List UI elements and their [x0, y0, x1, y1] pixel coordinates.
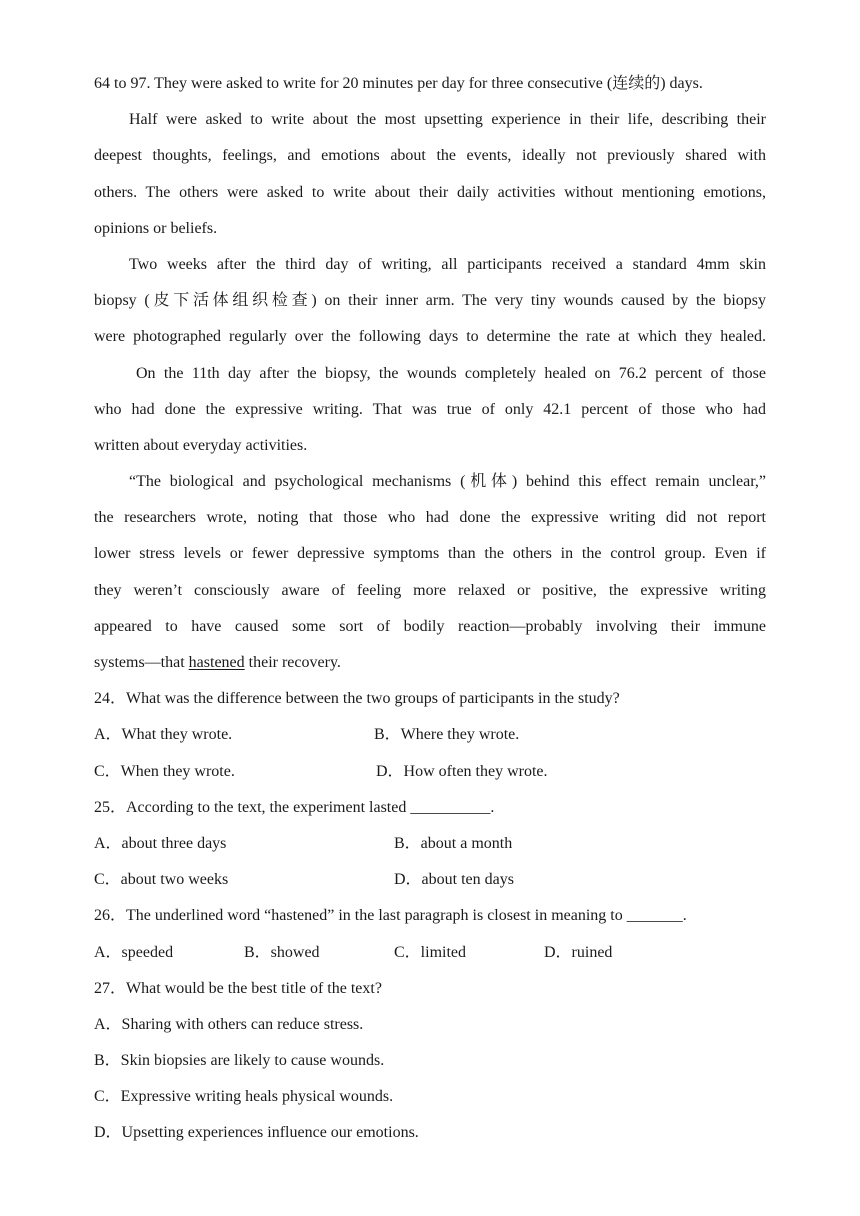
passage-last-line	[94, 645, 766, 681]
passage-line: “The biological and psychological mechanisms (机体) behind this effect remain unclear,”	[129, 473, 766, 491]
passage-line: On the 11th day after the biopsy, the wounds completely healed on 76.2 percent of those	[136, 364, 766, 382]
option-d[interactable]: D．How often they wrote.	[376, 762, 548, 780]
passage-line: Half were asked to write about the most upsetting experience in their life, describing their	[129, 111, 766, 129]
option-a[interactable]: A．What they wrote.	[94, 726, 233, 744]
option-d[interactable]: D．about ten days	[394, 871, 514, 889]
question-stem: 26．The underlined word “hastened” in the last paragraph is closest in meaning to _______.	[94, 907, 687, 925]
option-c[interactable]: C．When they wrote.	[94, 762, 235, 780]
options-row	[94, 935, 766, 971]
options-row	[94, 717, 766, 753]
option-b[interactable]: B．about a month	[394, 834, 513, 852]
options-row	[94, 826, 766, 862]
option-b[interactable]: B．Skin biopsies are likely to cause wounds.	[94, 1052, 385, 1070]
option-d[interactable]: D．ruined	[544, 943, 613, 961]
passage	[94, 66, 766, 681]
options-row	[94, 754, 766, 790]
option-c[interactable]: C．about two weeks	[94, 871, 229, 889]
passage-line: they weren’t consciously aware of feeling more relaxed or positive, the expressive writing	[94, 581, 766, 599]
passage-line: 64 to 97. They were asked to write for 20 minutes per day for three consecutive (连续的) days.	[94, 75, 703, 92]
option-d[interactable]: D．Upsetting experiences influence our emotions.	[94, 1124, 419, 1142]
options-row	[94, 862, 766, 898]
question-stem: 25．According to the text, the experiment lasted __________.	[94, 798, 495, 816]
passage-line: opinions or beliefs.	[94, 219, 218, 237]
option-c[interactable]: C．limited	[394, 943, 467, 961]
option-a[interactable]: A．speeded	[94, 943, 174, 961]
question-25	[94, 790, 766, 899]
option-c[interactable]: C．Expressive writing heals physical wounds.	[94, 1088, 394, 1106]
text-fragment: their recovery.	[244, 654, 341, 671]
passage-line: deepest thoughts, feelings, and emotions about the events, ideally not previously shared with	[94, 147, 766, 165]
question-stem: 27．What would be the best title of the text?	[94, 979, 382, 997]
passage-line: were photographed regularly over the following days to determine the rate at which they healed.	[94, 328, 766, 346]
passage-line: biopsy (皮下活体组织检查) on their inner arm. The very tiny wounds caused by the biopsy	[94, 292, 766, 310]
underlined-word: hastened	[188, 654, 245, 671]
document-page	[94, 66, 766, 1152]
passage-line: others. The others were asked to write about their daily activities without mentioning emotions,	[94, 183, 766, 201]
passage-line: appeared to have caused some sort of bodily reaction—probably involving their immune	[94, 617, 766, 635]
text-fragment: systems—that	[94, 654, 189, 671]
question-24	[94, 681, 766, 790]
passage-line: written about everyday activities.	[94, 436, 308, 454]
option-b[interactable]: B．Where they wrote.	[374, 726, 520, 744]
question-stem: 24．What was the difference between the two groups of participants in the study?	[94, 690, 620, 708]
passage-line: who had done the expressive writing. That was true of only 42.1 percent of those who had	[94, 400, 766, 418]
option-a[interactable]: A．Sharing with others can reduce stress.	[94, 1015, 364, 1033]
passage-line: Two weeks after the third day of writing, all participants received a standard 4mm skin	[129, 255, 766, 273]
passage-line: lower stress levels or fewer depressive symptoms than the others in the control group. Even if	[94, 545, 766, 563]
option-a[interactable]: A．about three days	[94, 834, 227, 852]
option-b[interactable]: B．showed	[244, 943, 320, 961]
question-27	[94, 971, 766, 1152]
passage-line: the researchers wrote, noting that those who had done the expressive writing did not report	[94, 509, 766, 527]
question-26	[94, 898, 766, 970]
